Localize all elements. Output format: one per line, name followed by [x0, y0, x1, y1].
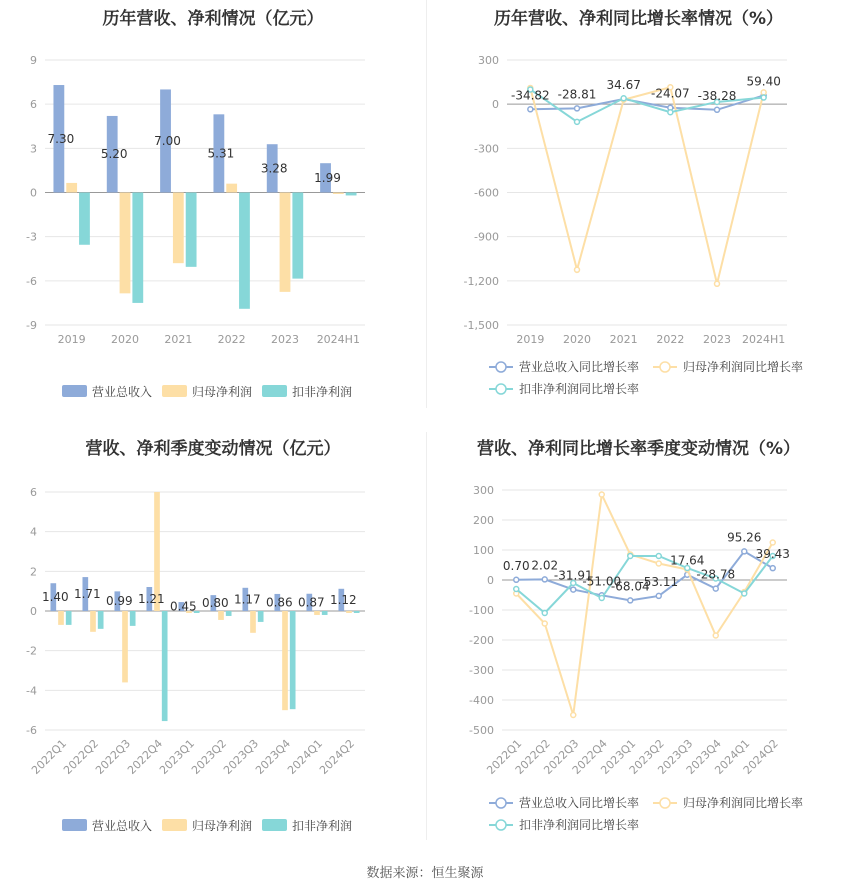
bar — [354, 611, 360, 613]
legend-label: 归母净利润 — [192, 385, 253, 399]
x-tick-label: 2019 — [57, 333, 86, 346]
x-tick-label: 2023 — [271, 333, 299, 346]
bar — [226, 611, 232, 616]
bar — [218, 611, 224, 620]
series-line — [530, 87, 763, 284]
data-point — [742, 591, 747, 596]
data-label: -34.82 — [510, 88, 550, 103]
x-tick-label: 2022Q4 — [569, 736, 610, 777]
y-tick-label: -1,200 — [463, 274, 499, 288]
x-tick-label: 2023Q4 — [683, 736, 724, 777]
data-label: 1.99 — [314, 170, 341, 185]
y-tick-label: -6 — [26, 724, 37, 737]
data-label: 59.40 — [746, 74, 781, 89]
data-label: -68.04 — [610, 579, 650, 594]
data-label: 0.87 — [297, 595, 325, 610]
bar — [290, 611, 296, 709]
legend-swatch — [496, 362, 506, 372]
bar — [58, 611, 64, 625]
data-label: 1.40 — [41, 590, 69, 605]
legend-label: 营业总收入同比增长率 — [519, 360, 640, 374]
data-point — [656, 554, 661, 559]
data-point — [528, 107, 533, 112]
annual-growth-chart — [427, 0, 850, 408]
bar — [79, 193, 90, 245]
series-line — [516, 495, 773, 716]
y-tick-label: -100 — [469, 604, 494, 617]
legend-swatch — [162, 819, 187, 831]
bar — [258, 611, 264, 622]
legend-swatch — [660, 362, 670, 372]
data-label: 1.17 — [233, 592, 261, 607]
x-tick-label: 2023 — [703, 333, 731, 346]
y-tick-label: 100 — [473, 544, 494, 557]
bar — [130, 611, 136, 626]
legend-label: 归母净利润同比增长率 — [683, 360, 804, 374]
x-tick-label: 2020 — [111, 333, 139, 346]
data-point — [656, 561, 661, 566]
data-point — [656, 593, 661, 598]
quarterly-values-chart — [0, 432, 426, 840]
bar — [162, 611, 168, 721]
data-point — [542, 621, 547, 626]
x-tick-label: 2023Q2 — [189, 736, 230, 777]
data-point — [742, 549, 747, 554]
legend-label: 归母净利润同比增长率 — [683, 796, 804, 810]
x-tick-label: 2023Q1 — [598, 736, 639, 777]
annual-values-panel — [0, 0, 426, 408]
y-tick-label: -6 — [26, 274, 37, 288]
data-point — [715, 107, 720, 112]
data-label: 0.99 — [105, 594, 133, 609]
data-point — [713, 633, 718, 638]
bar — [292, 193, 303, 279]
data-label: 3.28 — [260, 161, 288, 176]
x-tick-label: 2024H1 — [742, 333, 786, 346]
data-label: 34.67 — [606, 78, 641, 93]
y-tick-label: 200 — [473, 514, 494, 527]
quarterly-values-panel — [0, 432, 426, 840]
data-label: -28.81 — [557, 87, 597, 102]
bar — [346, 611, 352, 613]
legend-swatch — [262, 819, 287, 831]
data-label: -31.91 — [553, 568, 593, 583]
y-tick-label: 0 — [487, 574, 494, 587]
x-tick-label: 2022Q2 — [61, 736, 102, 777]
data-point — [668, 110, 673, 115]
y-tick-label: -300 — [474, 142, 499, 156]
data-label: 0.70 — [502, 558, 530, 573]
y-tick-label: -600 — [474, 186, 499, 200]
data-point — [575, 106, 580, 111]
x-tick-label: 2024H1 — [316, 333, 360, 346]
bar — [173, 193, 184, 264]
x-tick-label: 2023Q2 — [626, 736, 667, 777]
x-tick-label: 2021 — [164, 333, 193, 346]
data-point — [770, 566, 775, 571]
bar — [98, 611, 104, 629]
bar — [280, 193, 291, 292]
y-tick-label: 0 — [30, 605, 37, 618]
data-label: -53.11 — [639, 574, 679, 589]
x-tick-label: 2023Q3 — [655, 736, 696, 777]
bar — [132, 193, 143, 303]
data-point — [761, 90, 766, 95]
y-tick-label: -300 — [469, 664, 494, 677]
y-tick-label: 3 — [30, 142, 37, 156]
x-tick-label: 2024Q1 — [285, 736, 326, 777]
quarterly-growth-panel — [427, 432, 850, 840]
x-tick-label: 2022 — [217, 333, 246, 346]
data-label: 1.71 — [73, 587, 101, 602]
legend-swatch — [496, 798, 506, 808]
bar — [226, 184, 237, 193]
y-tick-label: 300 — [478, 54, 499, 67]
bar — [314, 611, 320, 615]
data-label: 5.20 — [100, 147, 128, 162]
bar — [122, 611, 128, 682]
legend-swatch — [262, 385, 287, 397]
legend-label: 营业总收入 — [92, 385, 153, 399]
legend-label: 扣非净利润同比增长率 — [519, 818, 640, 832]
legend-label: 扣非净利润同比增长率 — [519, 382, 640, 396]
x-tick-label: 2022Q4 — [125, 736, 166, 777]
y-tick-label: 0 — [492, 98, 499, 112]
y-tick-label: 6 — [30, 486, 37, 499]
y-tick-label: -200 — [469, 634, 494, 647]
bar — [186, 193, 197, 267]
data-label: -24.07 — [650, 86, 690, 101]
data-label: 0.86 — [265, 595, 293, 610]
data-point — [621, 96, 626, 101]
x-tick-label: 2023Q1 — [157, 736, 198, 777]
x-tick-label: 2024Q2 — [740, 736, 781, 777]
x-tick-label: 2022 — [656, 333, 685, 346]
data-label: 5.31 — [207, 146, 235, 161]
legend-swatch — [660, 798, 670, 808]
data-point — [514, 587, 519, 592]
bar — [66, 183, 77, 193]
data-point — [542, 611, 547, 616]
y-tick-label: -500 — [469, 724, 494, 737]
data-label: -51.00 — [582, 574, 622, 589]
data-label: 2.02 — [531, 558, 559, 573]
legend-label: 营业总收入同比增长率 — [519, 796, 640, 810]
x-tick-label: 2022Q3 — [93, 736, 134, 777]
legend-swatch — [162, 385, 187, 397]
bar — [66, 611, 72, 625]
x-tick-label: 2022Q3 — [541, 736, 582, 777]
annual-values-chart — [0, 0, 426, 408]
y-tick-label: -9 — [26, 319, 37, 332]
data-label: -38.28 — [697, 88, 737, 103]
data-source: 数据来源：恒生聚源 — [366, 866, 484, 881]
data-label: 0.45 — [169, 599, 197, 614]
data-point — [514, 577, 519, 582]
x-tick-label: 2019 — [516, 333, 545, 346]
data-point — [599, 492, 604, 497]
bar — [250, 611, 256, 633]
data-point — [761, 95, 766, 100]
legend-label: 营业总收入 — [92, 819, 153, 833]
bar — [120, 193, 131, 294]
data-point — [575, 267, 580, 272]
data-point — [571, 713, 576, 718]
legend-swatch — [62, 819, 87, 831]
data-point — [770, 540, 775, 545]
y-tick-label: -1,500 — [463, 319, 499, 332]
legend-label: 扣非净利润 — [292, 819, 353, 833]
data-point — [628, 598, 633, 603]
x-tick-label: 2020 — [563, 333, 591, 346]
y-tick-label: 9 — [30, 54, 37, 67]
data-label: 1.12 — [329, 592, 357, 607]
data-label: 95.26 — [727, 530, 762, 545]
data-label: 17.64 — [670, 553, 705, 568]
y-tick-label: -900 — [474, 230, 499, 244]
annual-growth-panel — [427, 0, 850, 408]
data-point — [715, 281, 720, 286]
data-label: 0.80 — [201, 596, 229, 611]
bar — [239, 193, 250, 309]
legend-swatch — [496, 384, 506, 394]
legend-swatch — [496, 820, 506, 830]
data-point — [599, 596, 604, 601]
data-point — [571, 587, 576, 592]
y-tick-label: -4 — [26, 684, 37, 698]
x-tick-label: 2022Q1 — [484, 736, 525, 777]
x-tick-label: 2021 — [609, 333, 638, 346]
chart-title: 营收、净利同比增长率季度变动情况（%） — [476, 439, 801, 459]
chart-title: 营收、净利季度变动情况（亿元） — [85, 439, 341, 459]
x-tick-label: 2023Q4 — [253, 736, 294, 777]
data-label: 39.43 — [755, 547, 790, 562]
legend-label: 归母净利润 — [192, 819, 253, 833]
y-tick-label: -400 — [469, 694, 494, 707]
data-point — [575, 119, 580, 124]
bar — [322, 611, 328, 615]
data-point — [713, 586, 718, 591]
data-point — [542, 577, 547, 582]
y-tick-label: 0 — [30, 186, 37, 200]
y-tick-label: 4 — [30, 525, 37, 539]
x-tick-label: 2024Q1 — [712, 736, 753, 777]
data-label: 7.00 — [154, 133, 181, 148]
quarterly-growth-chart — [427, 432, 850, 840]
y-tick-label: 2 — [30, 565, 37, 579]
bar — [333, 193, 344, 194]
y-tick-label: 6 — [30, 98, 37, 112]
bar — [346, 193, 357, 196]
legend-label: 扣非净利润 — [292, 385, 353, 399]
chart-title: 历年营收、净利情况（亿元） — [102, 9, 324, 29]
y-tick-label: 300 — [473, 484, 494, 497]
bar — [90, 611, 96, 632]
x-tick-label: 2022Q2 — [512, 736, 553, 777]
data-label: -28.78 — [696, 567, 736, 582]
legend-swatch — [62, 385, 87, 397]
y-tick-label: -2 — [26, 644, 37, 658]
data-label: 1.21 — [137, 592, 165, 607]
x-tick-label: 2022Q1 — [29, 736, 70, 777]
data-label: 7.30 — [47, 131, 75, 146]
x-tick-label: 2024Q2 — [317, 736, 358, 777]
chart-title: 历年营收、净利同比增长率情况（%） — [493, 9, 784, 29]
x-tick-label: 2023Q3 — [221, 736, 262, 777]
data-point — [628, 554, 633, 559]
bar — [282, 611, 288, 710]
y-tick-label: -3 — [26, 230, 37, 244]
